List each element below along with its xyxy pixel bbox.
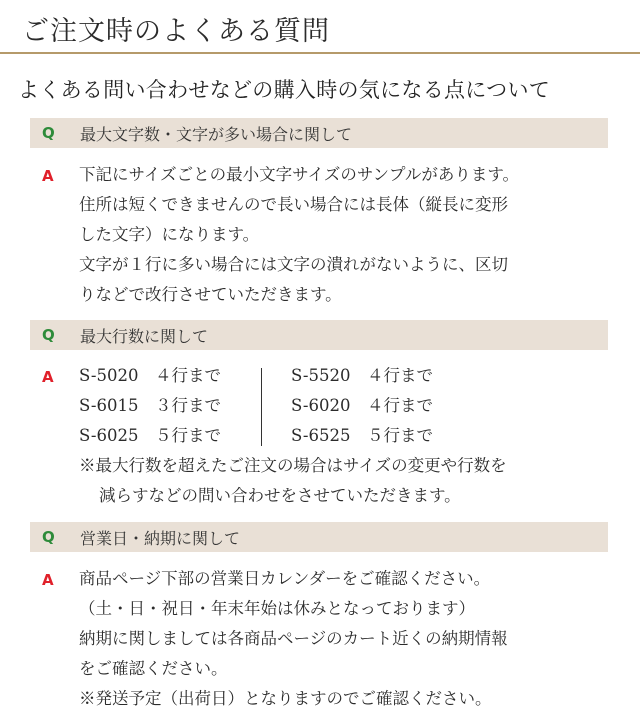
answer-line: をご確認ください。 <box>79 659 228 678</box>
line-limit-row: S-6525 ５行まで <box>291 426 433 445</box>
line-limit-row: S-5020 ４行まで <box>79 366 221 385</box>
answer-line: 住所は短くできませんので長い場合には長体（縦長に変形 <box>79 195 508 214</box>
line-limit-table-left <box>79 361 221 451</box>
answer-line: 文字が１行に多い場合には文字の潰れがないように、区切 <box>79 255 508 274</box>
page-title: ご注文時のよくある質問 <box>22 16 330 47</box>
faq-answer-1 <box>79 160 519 310</box>
note-line: ※最大行数を超えたご注文の場合はサイズの変更や行数を <box>79 456 507 475</box>
a-mark: A <box>42 571 54 589</box>
question-text: 最大文字数・文字が多い場合に関して <box>80 125 353 144</box>
a-mark: A <box>42 167 54 185</box>
line-limit-row: S-5520 ４行まで <box>291 366 433 385</box>
answer-line: 納期に関しましては各商品ページのカート近くの納期情報 <box>79 629 508 648</box>
answer-line: 下記にサイズごとの最小文字サイズのサンプルがあります。 <box>79 165 520 184</box>
answer-line: ※発送予定（出荷日）となりますのでご確認ください。 <box>79 689 492 708</box>
line-limit-row: S-6025 ５行まで <box>79 426 221 445</box>
table-divider <box>261 368 262 446</box>
q-mark: Q <box>42 124 55 142</box>
a-mark: A <box>42 368 54 386</box>
faq-question-bar-3 <box>30 522 608 552</box>
question-text: 営業日・納期に関して <box>80 529 241 548</box>
note-line: 減らすなどの問い合わせをさせていただきます。 <box>99 486 461 505</box>
faq-answer-3 <box>79 564 508 714</box>
faq-question-bar-2 <box>30 320 608 350</box>
line-limit-row: S-6020 ４行まで <box>291 396 433 415</box>
line-limit-row: S-6015 ３行まで <box>79 396 221 415</box>
answer-line: 商品ページ下部の営業日カレンダーをご確認ください。 <box>79 569 491 588</box>
q-mark: Q <box>42 528 55 546</box>
faq-question-bar-1 <box>30 118 608 148</box>
title-divider <box>0 52 640 54</box>
question-text: 最大行数に関して <box>80 327 209 346</box>
line-limit-table-right <box>291 361 433 451</box>
page-subtitle: よくある問い合わせなどの購入時の気になる点について <box>18 78 551 102</box>
faq-note-2 <box>79 451 507 511</box>
q-mark: Q <box>42 326 55 344</box>
answer-line: （土・日・祝日・年末年始は休みとなっております） <box>79 599 475 618</box>
answer-line: した文字）になります。 <box>79 225 260 244</box>
answer-line: りなどで改行させていただきます。 <box>79 285 342 304</box>
